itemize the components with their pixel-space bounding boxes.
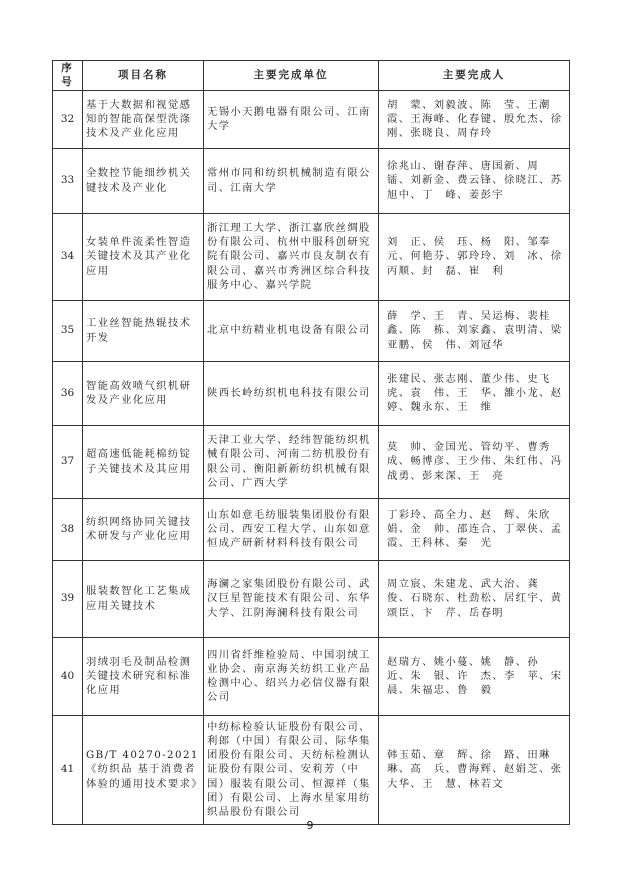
row-project: 纺织网络协同关键技术研发与产业化应用	[83, 498, 204, 560]
row-num: 39	[53, 560, 83, 637]
table-row	[53, 148, 570, 213]
row-people: 莫 帅、金国光、管幼平、曹秀成、畅博彦、王少伟、朱红伟、冯战勇、彭来深、王 亮	[379, 425, 570, 498]
row-project: 基于大数据和视觉感知的智能高保型洗涤技术及产业化应用	[83, 90, 204, 148]
table-header-row	[53, 61, 570, 91]
row-units: 北京中纺精业机电设备有限公司	[204, 300, 379, 361]
row-project: 智能高效喷气织机研发及产业化应用	[83, 361, 204, 425]
row-people: 韩玉茹、章 辉、徐 路、田琳琳、高 兵、曹海辉、赵娟芝、张大华、王 慧、林若文	[379, 715, 570, 824]
table-row	[53, 498, 570, 560]
row-units: 山东如意毛纺服装集团股份有限公司、西安工程大学、山东如意恒成产研新材料科技有限公司	[204, 498, 379, 560]
row-num: 37	[53, 425, 83, 498]
row-num: 41	[53, 715, 83, 824]
row-num: 36	[53, 361, 83, 425]
row-people: 胡 蒙、刘毅波、陈 莹、王潮霞、王海峰、化春键、殷允杰、徐 刚、张晓良、周存玲	[379, 90, 570, 148]
header-num: 序号	[53, 61, 83, 91]
row-people: 赵瑞方、姚小蔓、姚 静、孙 近、朱 银、许 杰、李 苹、宋 晨、朱福忠、鲁 毅	[379, 637, 570, 715]
row-people: 刘 正、侯 珏、杨 阳、邹奉元、何艳芬、郭玲玲、刘 冰、徐丙顺、封 磊、崔 利	[379, 213, 570, 300]
table-row	[53, 637, 570, 715]
table-row	[53, 300, 570, 361]
row-project: GB/T 40270-2021《纺织品 基于消费者体验的通用技术要求》	[83, 715, 204, 824]
row-units: 陕西长岭纺织机电科技有限公司	[204, 361, 379, 425]
row-project: 服装数智化工艺集成应用关键技术	[83, 560, 204, 637]
table-row	[53, 715, 570, 824]
row-units: 天津工业大学、经纬智能纺织机械有限公司、河南二纺机股份有限公司、衡阳新新纺织机械有限公司、广西大学	[204, 425, 379, 498]
header-project: 项目名称	[83, 61, 204, 91]
table-row	[53, 560, 570, 637]
table-row	[53, 90, 570, 148]
row-num: 38	[53, 498, 83, 560]
table-row	[53, 425, 570, 498]
row-people: 周立宸、朱建龙、武大治、龚 俊、石晓东、杜劲松、居红宇、黄颂臣、卞 芹、岳春明	[379, 560, 570, 637]
row-project: 全数控节能细纱机关键技术及产业化	[83, 148, 204, 213]
row-units: 四川省纤维检验局、中国羽绒工业协会、南京海关纺织工业产品检测中心、绍兴力必信仪器有限公司	[204, 637, 379, 715]
row-project: 工业丝智能热辊技术开发	[83, 300, 204, 361]
page-number: 9	[306, 819, 314, 832]
row-units: 海澜之家集团股份有限公司、武汉巨星智能技术有限公司、东华大学、江阴海澜科技有限公司	[204, 560, 379, 637]
row-num: 32	[53, 90, 83, 148]
row-units: 中纺标检验认证股份有限公司、利郎（中国）有限公司、际华集团股份有限公司、天纺标检测认证股份有限公司、安莉芳（中国）服装有限公司、恒源祥（集团）有限公司、上海水星家用纺织品股份有限公司	[204, 715, 379, 824]
row-units: 浙江理工大学、浙江嘉欣丝绸股份有限公司、杭州中服科创研究院有限公司、嘉兴市良友制衣有限公司、嘉兴市秀洲区综合科技服务中心、嘉兴学院	[204, 213, 379, 300]
row-project: 羽绒羽毛及制品检测关键技术研究和标准化应用	[83, 637, 204, 715]
awards-table	[52, 60, 575, 825]
row-num: 33	[53, 148, 83, 213]
header-units: 主要完成单位	[204, 61, 379, 91]
row-units: 无锡小天鹅电器有限公司、江南大学	[204, 90, 379, 148]
row-people: 薛 学、王 青、吴运梅、裴桂鑫、陈 栋、刘家鑫、袁明清、梁亚鹏、侯 伟、刘冠华	[379, 300, 570, 361]
row-project: 女装单件流柔性智造关键技术及其产业化应用	[83, 213, 204, 300]
row-num: 34	[53, 213, 83, 300]
row-people: 丁彩玲、高全力、赵 辉、朱欣娟、金 帅、邵连合、丁翠侠、孟 霞、王科林、秦 光	[379, 498, 570, 560]
row-num: 35	[53, 300, 83, 361]
table-row	[53, 361, 570, 425]
row-people: 徐兆山、谢春萍、唐国新、周 镭、刘新金、费云锋、徐晓江、苏旭中、丁 峰、姜彭宇	[379, 148, 570, 213]
row-people: 张建民、张志刚、董少伟、史飞虎、袁 伟、王 华、雒小龙、赵 婷、魏永东、王 维	[379, 361, 570, 425]
row-num: 40	[53, 637, 83, 715]
header-people: 主要完成人	[379, 61, 570, 91]
table-row	[53, 213, 570, 300]
row-project: 超高速低能耗棉纺锭子关键技术及其应用	[83, 425, 204, 498]
row-units: 常州市同和纺织机械制造有限公司、江南大学	[204, 148, 379, 213]
